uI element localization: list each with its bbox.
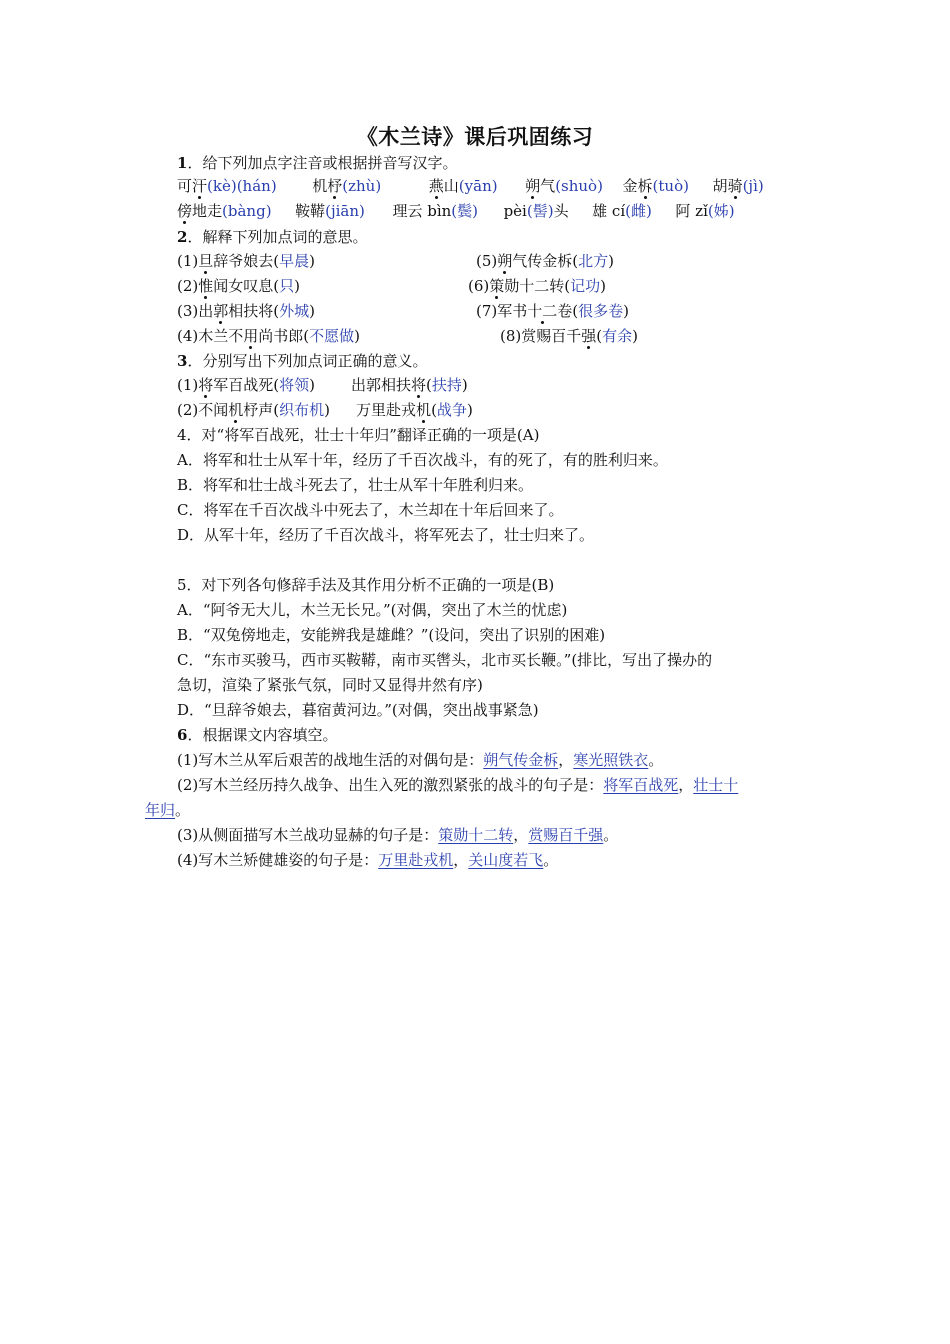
answer-blank: 朔气传金柝	[483, 751, 559, 769]
q4-option-b: B．将军和壮士战斗死去了，壮士从军十年胜利归来。	[177, 476, 534, 494]
q4-option-d: D．从军十年，经历了千百次战斗，将军死去了，壮士归来了。	[177, 526, 595, 544]
q5-option-a: A．“阿爷无大儿，木兰无长兄。”(对偶，突出了木兰的忧虑)	[177, 601, 568, 619]
q1-item: 鞍鞯(jiān)	[295, 202, 365, 220]
q1-item: 傍地走(bàng)	[177, 202, 272, 220]
q1-item: 理云 bìn(鬓)	[392, 202, 479, 220]
q6-item-4: (4)写木兰矫健雄姿的句子是：万里赴戎机，关山度若飞。	[177, 851, 559, 869]
question-number: 2	[177, 228, 188, 246]
answer-blank: 将军百战死	[603, 776, 679, 794]
question-5-stem: 5．对下列各句修辞手法及其作用分析不正确的一项是(B)	[177, 576, 555, 594]
question-3-prompt	[177, 350, 427, 372]
q3-item-2: (2)不闻机杼声(织布机) 万里赴戎机(战争)	[177, 401, 473, 419]
q2-item-8: (8)赏赐百千强(有余)	[500, 327, 639, 345]
q3-item-1: (1)将军百战死(将领) 出郭相扶将(扶持)	[177, 376, 468, 394]
q2-item-2: (2)惟闻女叹息(只)	[177, 277, 301, 295]
q1-item: 朔气(shuò)	[525, 177, 603, 195]
q5-option-c: C．“东市买骏马，西市买鞍鞯，南市买辔头，北市买长鞭。”(排比，写出了操办的	[177, 651, 713, 669]
question-number: 3	[177, 352, 188, 370]
answer-blank: 壮士十	[693, 776, 739, 794]
question-text: ．解释下列加点词的意思。	[187, 228, 368, 246]
q1-item: 机杼(zhù)	[312, 177, 382, 195]
q2-item-1: (1)旦辞爷娘去(早晨)	[177, 252, 316, 270]
answer-blank: 万里赴戎机	[378, 851, 454, 869]
page-title: 《木兰诗》课后巩固练习	[356, 125, 594, 149]
question-6-prompt	[177, 724, 337, 746]
q1-row-2	[177, 200, 735, 222]
q1-item: 金柝(tuò)	[622, 177, 689, 195]
answer-blank: 赏赐百千强	[528, 826, 604, 844]
q1-item: 雄 cí(雌)	[592, 202, 652, 220]
q1-item: 燕山(yān)	[428, 177, 498, 195]
q2-item-5: (5)朔气传金柝(北方)	[476, 252, 615, 270]
question-text: ．给下列加点字注音或根据拼音写汉字。	[187, 154, 458, 172]
answer-blank: 年归	[145, 801, 176, 819]
q5-option-d: D．“旦辞爷娘去，暮宿黄河边。”(对偶，突出战事紧急)	[177, 701, 539, 719]
question-text: ．分别写出下列加点词正确的意义。	[187, 352, 428, 370]
question-2-prompt	[177, 226, 367, 248]
q6-item-3: (3)从侧面描写木兰战功显赫的句子是：策勋十二转，赏赐百千强。	[177, 826, 619, 844]
q2-item-4: (4)木兰不用尚书郎(不愿做)	[177, 327, 361, 345]
q2-item-6: (6)策勋十二转(记功)	[468, 277, 607, 295]
question-4-stem: 4．对“将军百战死，壮士十年归”翻译正确的一项是(A)	[177, 426, 540, 444]
question-text: ．根据课文内容填空。	[187, 726, 338, 744]
answer-blank: 关山度若飞	[468, 851, 544, 869]
answer-blank: 寒光照铁衣	[573, 751, 649, 769]
q5-option-c-continued: 急切，渲染了紧张气氛，同时又显得井然有序)	[177, 676, 483, 694]
q1-row-1	[177, 175, 764, 197]
q1-item: 阿 zǐ(姊)	[675, 202, 735, 220]
q2-item-3: (3)出郭相扶将(外城)	[177, 302, 316, 320]
q6-item-1: (1)写木兰从军后艰苦的战地生活的对偶句是：朔气传金柝，寒光照铁衣。	[177, 751, 664, 769]
question-number: 6	[177, 726, 188, 744]
q1-item: 可汗(kè)(hán)	[177, 177, 277, 195]
q6-item-2: (2)写木兰经历持久战争、出生入死的激烈紧张的战斗的句子是：将军百战死，壮士十	[177, 776, 739, 794]
answer-blank: 策勋十二转	[438, 826, 514, 844]
q4-option-c: C．将军在千百次战斗中死去了，木兰却在十年后回来了。	[177, 501, 564, 519]
q6-item-2-continued: 年归。	[145, 801, 191, 819]
q1-item: 胡骑(jì)	[712, 177, 764, 195]
q1-item: pèi(髻)头	[503, 202, 569, 220]
question-1-prompt	[177, 152, 457, 174]
q4-option-a: A．将军和壮士从军十年，经历了千百次战斗，有的死了，有的胜利归来。	[177, 451, 668, 469]
q2-item-7: (7)军书十二卷(很多卷)	[476, 302, 630, 320]
q5-option-b: B．“双兔傍地走，安能辨我是雄雌？”(设问，突出了识别的困难)	[177, 626, 606, 644]
question-number: 1	[177, 154, 188, 172]
